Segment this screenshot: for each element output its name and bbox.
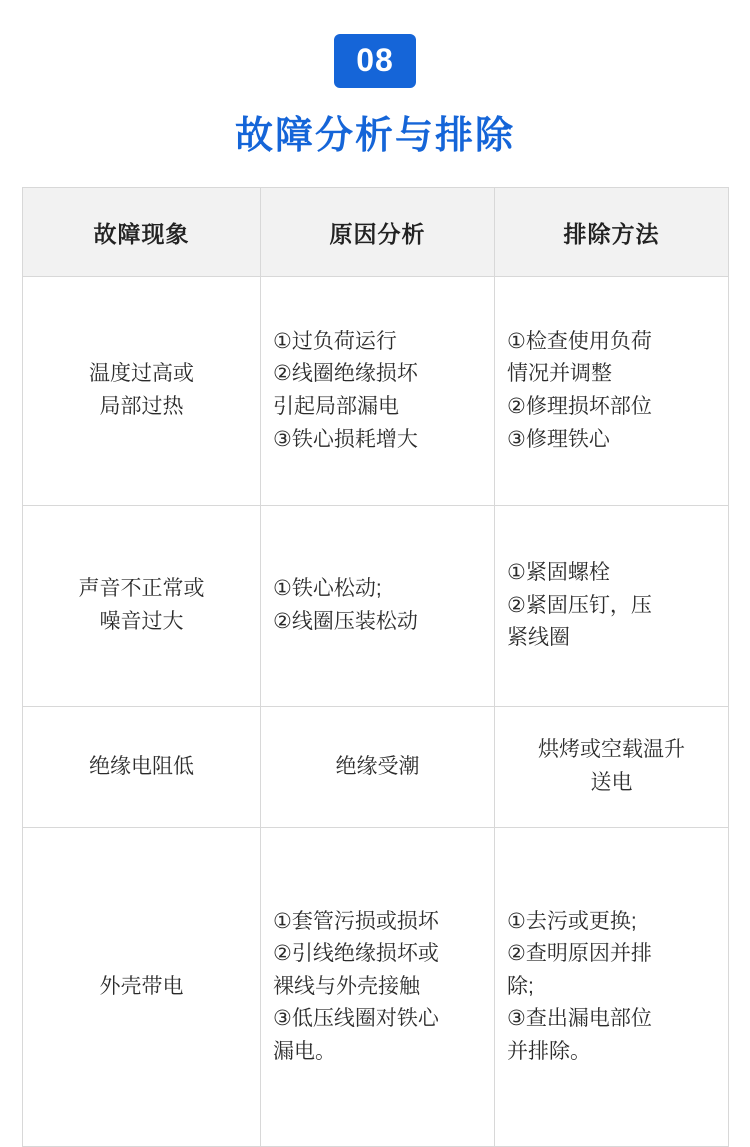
text-line: ③铁心损耗增大 [273, 427, 418, 451]
text-line: 绝缘受潮 [335, 754, 420, 778]
text-line: 温度过高或 [89, 362, 194, 386]
table-row [23, 277, 729, 506]
text-line: 局部过热 [99, 395, 184, 418]
text-line: 烘烤或空载温升 [538, 738, 685, 762]
text-line: 噪音过大 [99, 610, 184, 633]
page-header [0, 0, 750, 159]
text-line: 声音不正常或 [78, 577, 205, 601]
text-line: ③低压线圈对铁心 [273, 1007, 439, 1031]
text-line: 除; [507, 974, 534, 998]
table-header-row [23, 188, 729, 277]
column-header-solution: 排除方法 [495, 188, 729, 277]
fault-table-container [22, 187, 728, 1147]
page-title: 故障分析与排除 [234, 112, 515, 157]
cell-cause [261, 828, 495, 1147]
cell-phenomenon [23, 277, 261, 506]
text-line: ①过负荷运行 [273, 329, 397, 353]
text-line: 裸线与外壳接触 [273, 974, 420, 998]
cell-cause [261, 506, 495, 707]
text-line: 送电 [590, 771, 633, 794]
table-row [23, 506, 729, 707]
table-row [23, 828, 729, 1147]
cell-phenomenon [23, 828, 261, 1147]
text-line: ③修理铁心 [507, 427, 610, 451]
text-line: 并排除。 [507, 1039, 591, 1063]
cell-solution [495, 277, 729, 506]
text-line: ②线圈绝缘损坏 [273, 362, 418, 386]
fault-analysis-table [22, 187, 729, 1147]
text-line: ①去污或更换; [507, 909, 637, 933]
section-number-badge: 08 [334, 34, 416, 88]
text-line: ③查出漏电部位 [507, 1007, 652, 1031]
text-line: ②紧固压钉，压 [507, 593, 652, 617]
text-line: ②引线绝缘损坏或 [273, 942, 439, 966]
text-line: 漏电。 [273, 1039, 336, 1063]
cell-cause [261, 277, 495, 506]
text-line: ①铁心松动; [273, 577, 382, 601]
text-line: ①套管污损或损坏 [273, 909, 439, 933]
text-line: ②查明原因并排 [507, 942, 652, 966]
text-line: ①紧固螺栓 [507, 561, 610, 585]
text-line: 紧线圈 [507, 626, 570, 650]
cell-phenomenon [23, 506, 261, 707]
column-header-cause: 原因分析 [261, 188, 495, 277]
cell-solution [495, 506, 729, 707]
text-line: ②修理损坏部位 [507, 395, 652, 418]
column-header-phenomenon: 故障现象 [23, 188, 261, 277]
text-line: ①检查使用负荷 [507, 329, 652, 353]
cell-cause [261, 707, 495, 828]
text-line: 情况并调整 [507, 362, 612, 386]
text-line: 外壳带电 [99, 974, 184, 998]
text-line: 绝缘电阻低 [89, 754, 194, 778]
cell-solution [495, 707, 729, 828]
text-line: 引起局部漏电 [273, 395, 399, 418]
text-line: ②线圈压装松动 [273, 610, 418, 633]
table-row [23, 707, 729, 828]
cell-phenomenon [23, 707, 261, 828]
cell-solution [495, 828, 729, 1147]
